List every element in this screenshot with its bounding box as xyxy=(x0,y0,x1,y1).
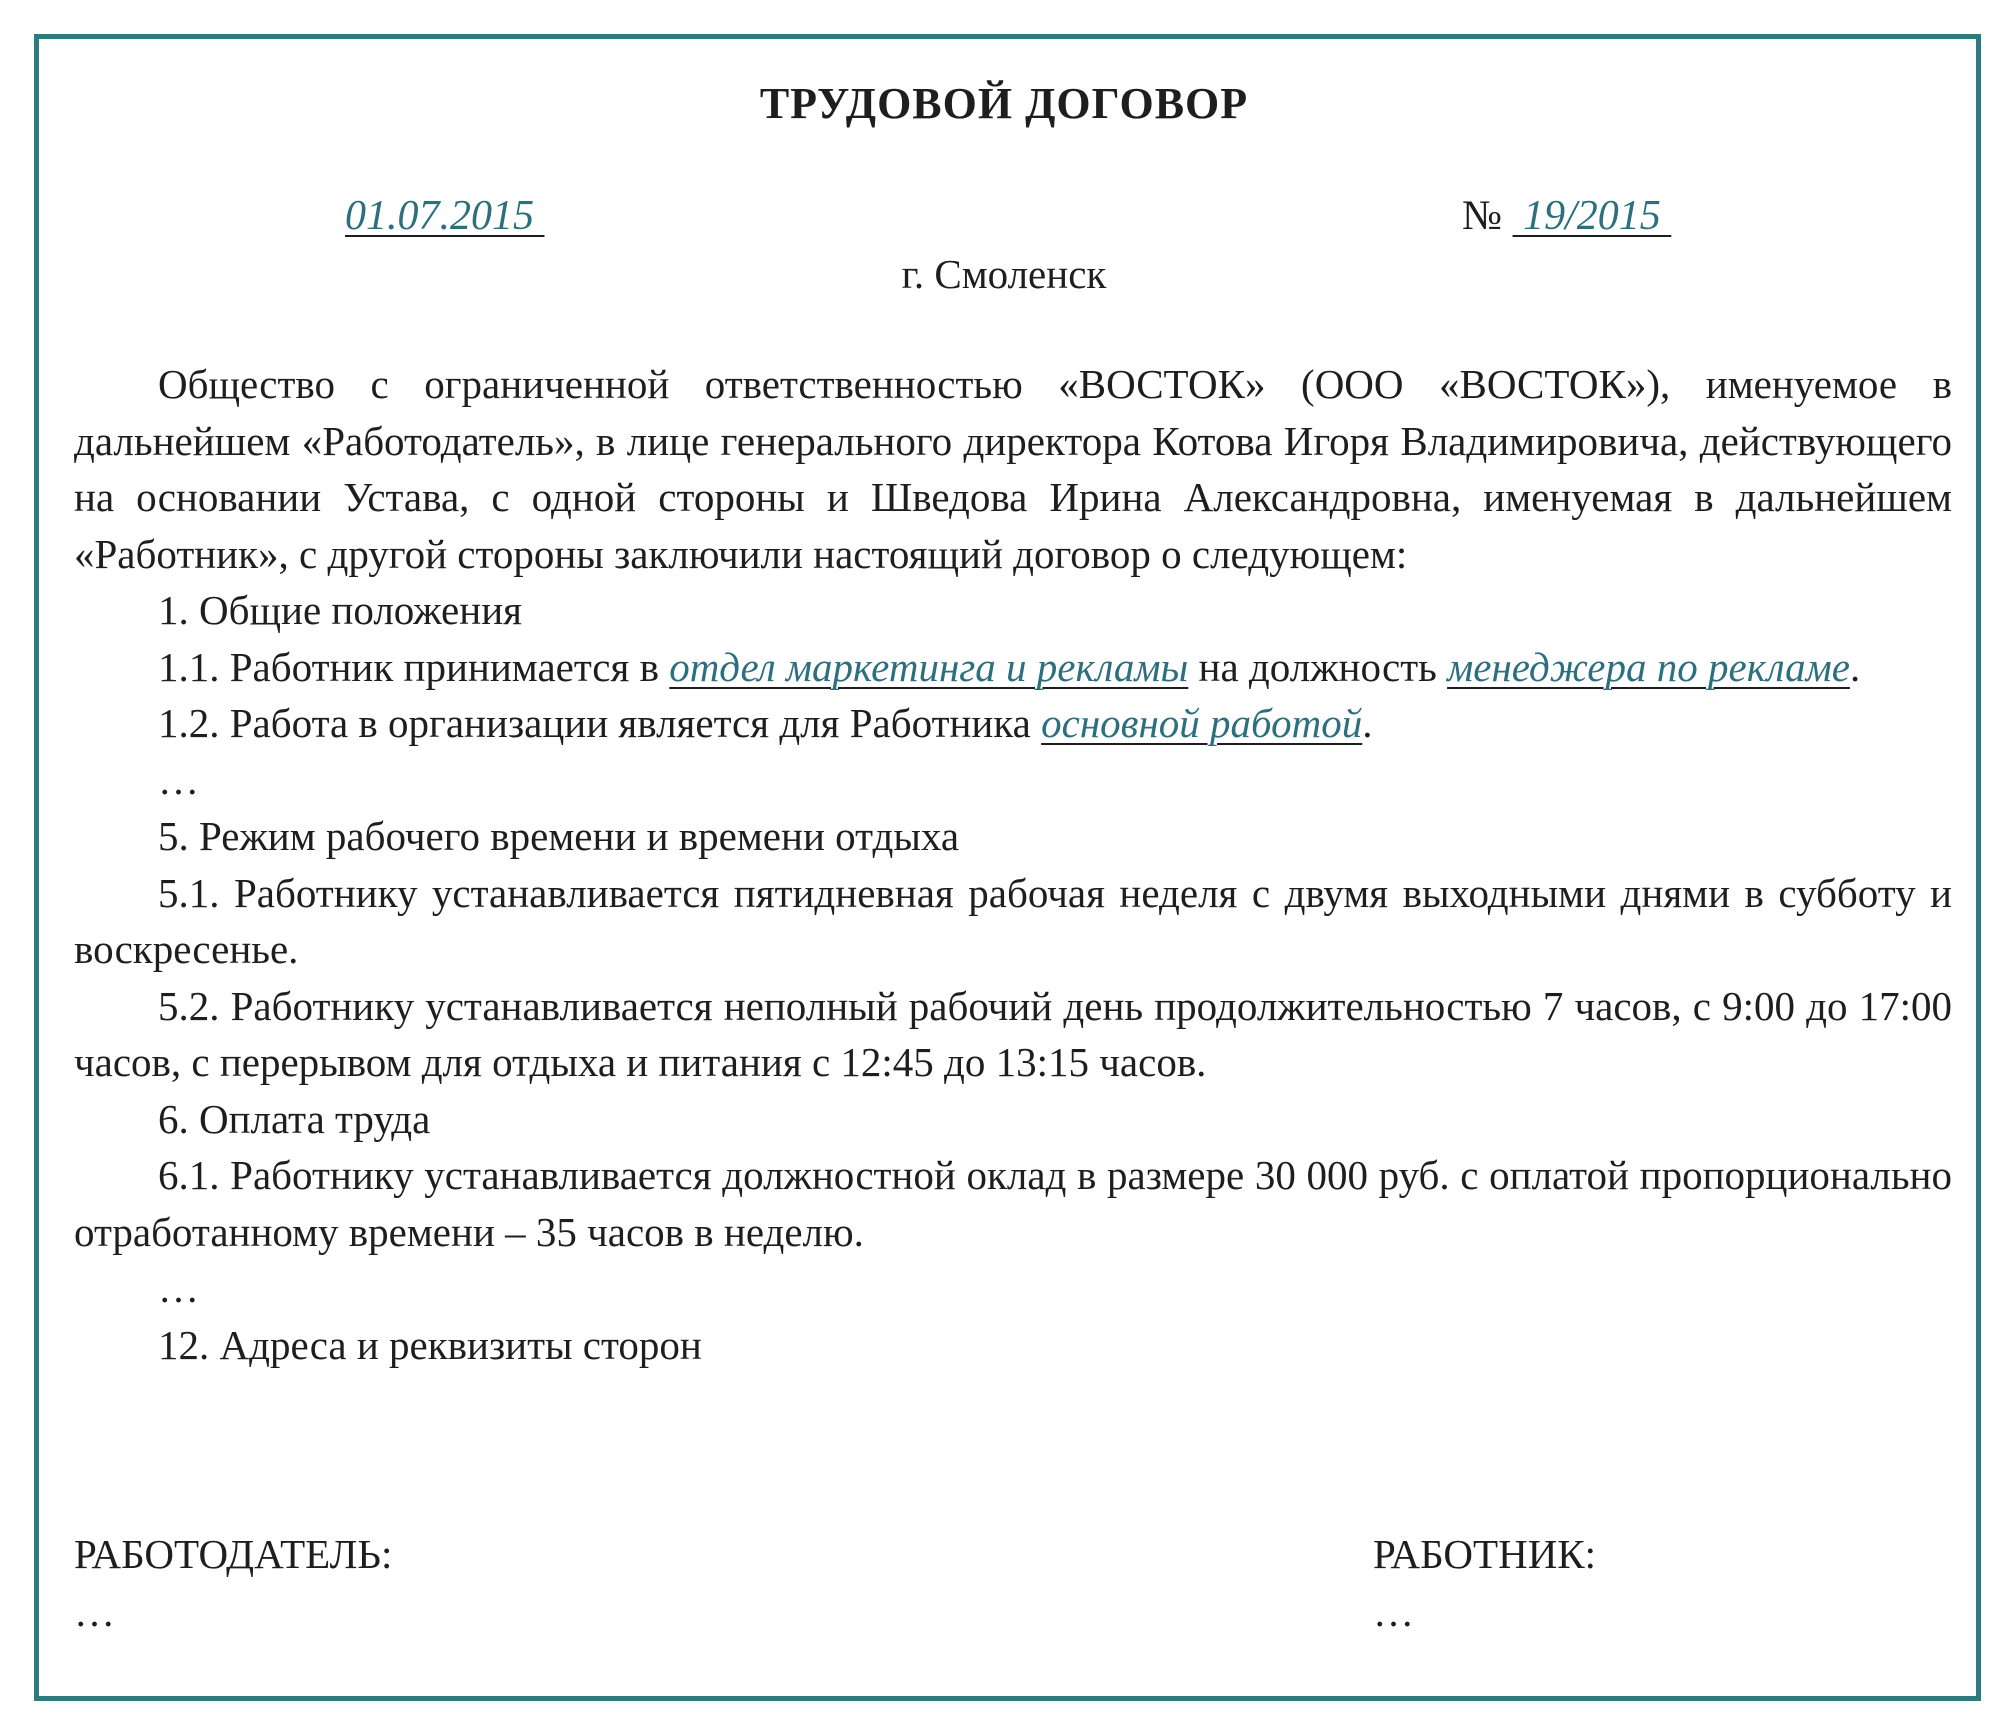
ellipsis-2: … xyxy=(158,1265,199,1311)
contract-date-value: 01.07.2015 xyxy=(345,193,545,239)
section-1-title: 1. Общие положения xyxy=(158,587,522,633)
clause-1-1-middle: на должность xyxy=(1188,643,1448,690)
clause-5-1: 5.1. Работнику устанавливается пятидневная рабочая неделя с двумя выходными днями в субботу и воскресенье. xyxy=(74,869,1952,972)
document-title: ТРУДОВОЙ ДОГОВОР xyxy=(759,79,1249,128)
clause-1-1 xyxy=(74,639,1952,696)
position-value: менеджера по рекламе xyxy=(1447,643,1850,690)
employee-label: РАБОТНИК: xyxy=(1373,1531,1597,1577)
employer-label: РАБОТОДАТЕЛЬ: xyxy=(74,1531,393,1577)
contract-number-value: 19/2015 xyxy=(1512,193,1672,239)
section-12-title: 12. Адреса и реквизиты сторон xyxy=(158,1321,702,1368)
clause-1-1-prefix: 1.1. Работник принимается в xyxy=(158,643,670,690)
clause-5-2: 5.2. Работнику устанавливается неполный рабочий день продолжительностью 7 часов, с 9:00 до 17:00 часов, с перерывом для отдыха и питания с 12:45 до 13:15 часов. xyxy=(74,982,1952,1085)
contract-number-label: № xyxy=(1462,193,1503,239)
clause-1-2 xyxy=(74,695,1952,752)
contract-date xyxy=(345,192,545,240)
department-value: отдел маркетинга и рекламы xyxy=(669,643,1189,690)
ellipsis-1: … xyxy=(158,756,199,803)
contract-city: г. Смоленск xyxy=(901,251,1107,297)
employer-signature-block xyxy=(74,1525,392,1641)
contract-body xyxy=(74,356,1952,1373)
clause-1-2-suffix: . xyxy=(1362,700,1373,746)
employee-value: … xyxy=(1373,1589,1414,1635)
contract-number xyxy=(1462,192,1671,240)
preamble: Общество с ограниченной ответственностью «ВОСТОК» (ООО «ВОСТОК»), именуемое в дальнейшем «Работодатель», в лице генерального директора Котова Игоря Владимировича, действующего на основании Устава, с одной стороны и Шведова Ирина Александровна, именуемая в дальнейшем «Работник», с другой стороны заключили настоящий договор о следующем: xyxy=(74,361,1952,577)
clause-1-1-suffix: . xyxy=(1849,643,1861,690)
section-5-title: 5. Режим рабочего времени и времени отдыха xyxy=(158,813,960,859)
clause-6-1: 6.1. Работнику устанавливается должностной оклад в размере 30 000 руб. с оплатой пропорционально отработанному времени – 35 часов в неделю. xyxy=(74,1152,1952,1255)
section-6-title: 6. Оплата труда xyxy=(158,1095,431,1142)
clause-1-2-prefix: 1.2. Работа в организации является для Работника xyxy=(158,700,1042,746)
employer-value: … xyxy=(74,1589,115,1635)
work-type-value: основной работой xyxy=(1041,700,1363,746)
employee-signature-block xyxy=(1373,1525,1596,1641)
